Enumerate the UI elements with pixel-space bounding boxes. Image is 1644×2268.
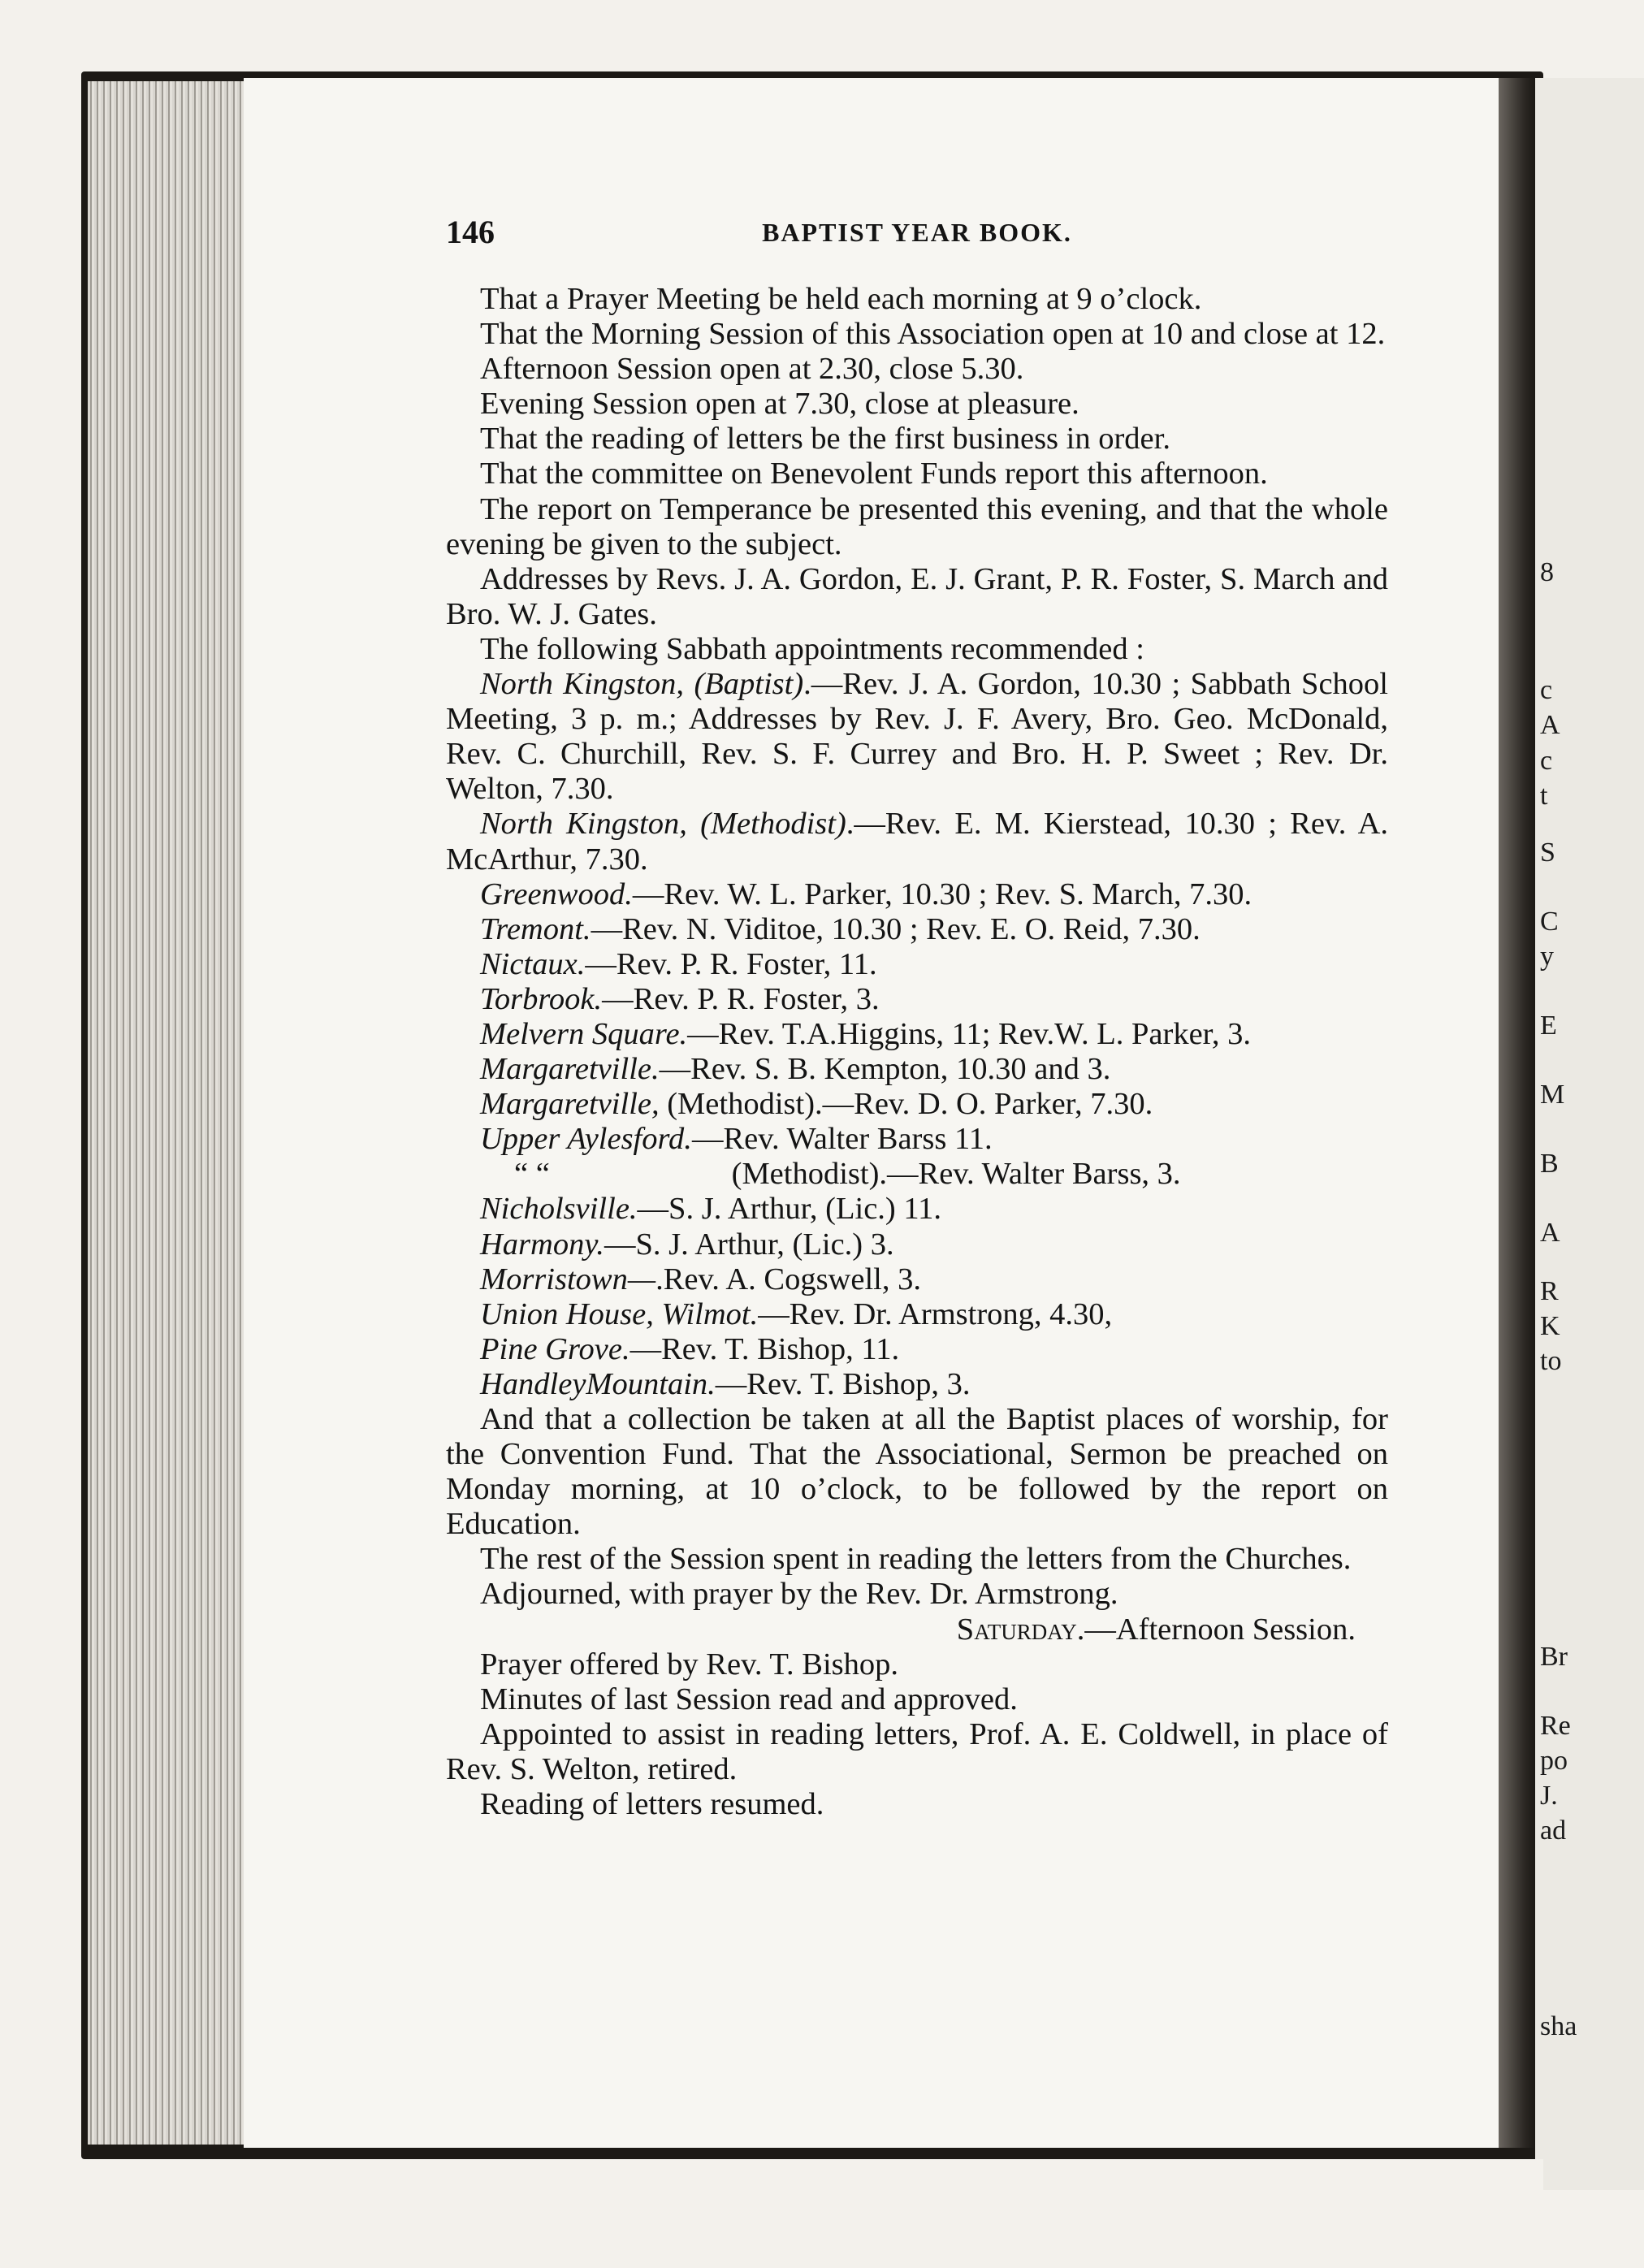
facing-fragment: ad	[1540, 1816, 1567, 1846]
paragraph: That the Morning Session of this Association open at 10 and close at 12.	[480, 317, 1386, 352]
page-edges	[88, 81, 250, 2145]
facing-fragment: to	[1540, 1346, 1562, 1376]
appointment-text: —S. J. Arthur, (Lic.) 3.	[604, 1227, 894, 1262]
paragraph: Appointed to assist in reading letters, Prof. A. E. Coldwell, in place of Rev. S. Welton, retired.	[446, 1716, 1388, 1786]
appointment-place: HandleyMountain.	[480, 1366, 716, 1401]
page-header	[446, 213, 1388, 253]
appointment-entry	[446, 982, 1388, 1017]
appointment-place: Nictaux.	[480, 946, 586, 981]
appointment-entry	[446, 1122, 1388, 1157]
appointment-text: —Rev. T. Bishop, 3.	[715, 1366, 971, 1401]
gutter	[1499, 78, 1535, 2148]
facing-fragment: S	[1540, 838, 1555, 868]
facing-fragment: 8	[1540, 557, 1554, 587]
appointment-place: North Kingston,	[480, 667, 684, 702]
appointment-entry	[446, 912, 1388, 947]
facing-fragment: sha	[1540, 2011, 1577, 2041]
paragraph: Addresses by Revs. J. A. Gordon, E. J. Grant, P. R. Foster, S. March and Bro. W. J. Gates.	[446, 561, 1388, 631]
facing-fragment: A	[1540, 1218, 1560, 1248]
session-day: Saturday.	[956, 1612, 1085, 1647]
paragraph: That the reading of letters be the first business in order.	[480, 422, 1170, 457]
facing-fragment: t	[1540, 781, 1548, 811]
appointment-entry	[446, 1297, 1388, 1332]
appointment-place: Tremont.	[480, 911, 591, 946]
appointment-text: —Rev. Walter Barss 11.	[691, 1122, 993, 1157]
ditto-marks: “ “	[514, 1157, 550, 1192]
appointment-place: Morristown—	[480, 1262, 656, 1296]
appointment-text: —Rev. T.A.Higgins, 11; Rev.W. L. Parker, 3.	[687, 1016, 1252, 1051]
page-number: 146	[446, 214, 495, 250]
appointment-entry	[446, 1262, 1388, 1297]
paragraph: The following Sabbath appointments recommended :	[480, 631, 1144, 666]
page-body	[446, 282, 1388, 1822]
appointment-place: Margaretville.	[480, 1052, 660, 1087]
appointment-entry	[446, 667, 1388, 807]
facing-fragment: K	[1540, 1311, 1560, 1341]
facing-fragment: c	[1540, 746, 1553, 776]
facing-fragment: J.	[1540, 1781, 1558, 1811]
facing-fragment: B	[1540, 1149, 1559, 1179]
appointment-entry	[446, 877, 1388, 912]
paragraph: Prayer offered by Rev. T. Bishop.	[480, 1647, 899, 1682]
appointment-entry	[446, 1367, 1388, 1402]
facing-fragment: E	[1540, 1011, 1557, 1041]
paragraph: The report on Temperance be presented this evening, and that the whole evening be given to the subject.	[446, 491, 1388, 561]
appointment-entry	[446, 947, 1388, 982]
facing-fragment: y	[1540, 941, 1554, 972]
paragraph: That the committee on Benevolent Funds report this afternoon.	[480, 457, 1268, 491]
paragraph: Minutes of last Session read and approved.	[480, 1682, 1018, 1716]
facing-fragment: Re	[1540, 1711, 1571, 1741]
appointment-text: —Rev. N. Viditoe, 10.30 ; Rev. E. O. Reid, 7.30.	[591, 911, 1201, 946]
facing-fragment: R	[1540, 1276, 1559, 1306]
appointment-place: Torbrook.	[480, 981, 603, 1016]
appointment-place: Greenwood.	[480, 876, 633, 911]
appointment-entry	[446, 1192, 1388, 1227]
facing-fragment: Br	[1540, 1642, 1568, 1672]
appointment-text: .Rev. A. Cogswell, 3.	[655, 1262, 921, 1296]
facing-fragment: C	[1540, 907, 1559, 937]
running-head: BAPTIST YEAR BOOK.	[762, 218, 1072, 247]
appointment-entry	[446, 1017, 1388, 1052]
facing-fragment: po	[1540, 1746, 1568, 1776]
appointment-text: —Rev. T. Bishop, 11.	[629, 1331, 900, 1366]
facing-page	[1535, 78, 1644, 2190]
paragraph: The rest of the Session spent in reading the letters from the Churches.	[480, 1542, 1352, 1577]
appointment-entry	[446, 1087, 1388, 1122]
appointment-entry	[446, 807, 1388, 876]
appointment-entry	[446, 1332, 1388, 1367]
appointment-entry	[446, 1227, 1388, 1262]
appointment-place: Harmony.	[480, 1227, 604, 1262]
paragraph: That a Prayer Meeting be held each morning at 9 o’clock.	[480, 282, 1202, 316]
appointment-text: —Rev. P. R. Foster, 11.	[585, 946, 877, 981]
bottom-margin	[81, 2159, 1543, 2268]
appointment-text: —Rev. Dr. Armstrong, 4.30,	[758, 1296, 1113, 1331]
paragraph: Evening Session open at 7.30, close at pleasure.	[480, 387, 1079, 422]
session-title: —Afternoon Session.	[1084, 1612, 1356, 1647]
facing-fragment: c	[1540, 675, 1553, 705]
appointment-place: Melvern Square.	[480, 1016, 688, 1051]
facing-fragment: M	[1540, 1080, 1565, 1110]
appointment-entry	[446, 1052, 1388, 1087]
paragraph: Afternoon Session open at 2.30, close 5.30.	[480, 352, 1024, 387]
appointment-text: —Rev. S. B. Kempton, 10.30 and 3.	[659, 1052, 1111, 1087]
facing-fragment: A	[1540, 710, 1560, 740]
paragraph: Adjourned, with prayer by the Rev. Dr. Armstrong.	[480, 1577, 1118, 1612]
appointment-text: —S. J. Arthur, (Lic.) 11.	[637, 1192, 942, 1227]
appointment-text: —Rev. W. L. Parker, 10.30 ; Rev. S. March, 7.30.	[632, 876, 1252, 911]
appointment-text: (Methodist).—Rev. D. O. Parker, 7.30.	[659, 1087, 1153, 1122]
appointment-denomination: (Baptist)	[694, 667, 804, 702]
appointment-denomination: (Methodist)	[700, 807, 846, 842]
appointment-place: North Kingston,	[480, 807, 687, 842]
paragraph: And that a collection be taken at all the Baptist places of worship, for the Convention Fund. That the Associational, Sermon be preached on Monday morning, at 10 o’clock, to be followed by the report on Education.	[446, 1402, 1388, 1542]
appointment-text: .—Rev. J. A. Gordon, 10.30 ; Sabbath School Meeting, 3 p. m.; Addresses by Rev. J. F. Avery, Bro. Geo. McDonald, Rev. C. Churchill, Rev. S. F. Currey and Bro. H. P. Sweet ; Rev. Dr. Welton, 7.30.	[446, 667, 1389, 807]
paragraph: Reading of letters resumed.	[480, 1787, 824, 1822]
appointment-place: Pine Grove.	[480, 1331, 630, 1366]
appointment-place: Nicholsville.	[480, 1192, 638, 1227]
appointment-place: Margaretville,	[480, 1087, 660, 1122]
appointment-text: (Methodist).—Rev. Walter Barss, 3.	[724, 1157, 1181, 1192]
appointment-place: Upper Aylesford.	[480, 1122, 692, 1157]
appointment-text: .—Rev. E. M. Kierstead, 10.30 ; Rev. A. McArthur, 7.30.	[446, 807, 1388, 876]
appointment-entry	[446, 1157, 1388, 1192]
appointment-place: Union House, Wilmot.	[480, 1296, 759, 1331]
session-heading	[446, 1612, 1388, 1647]
appointment-text: —Rev. P. R. Foster, 3.	[602, 981, 880, 1016]
